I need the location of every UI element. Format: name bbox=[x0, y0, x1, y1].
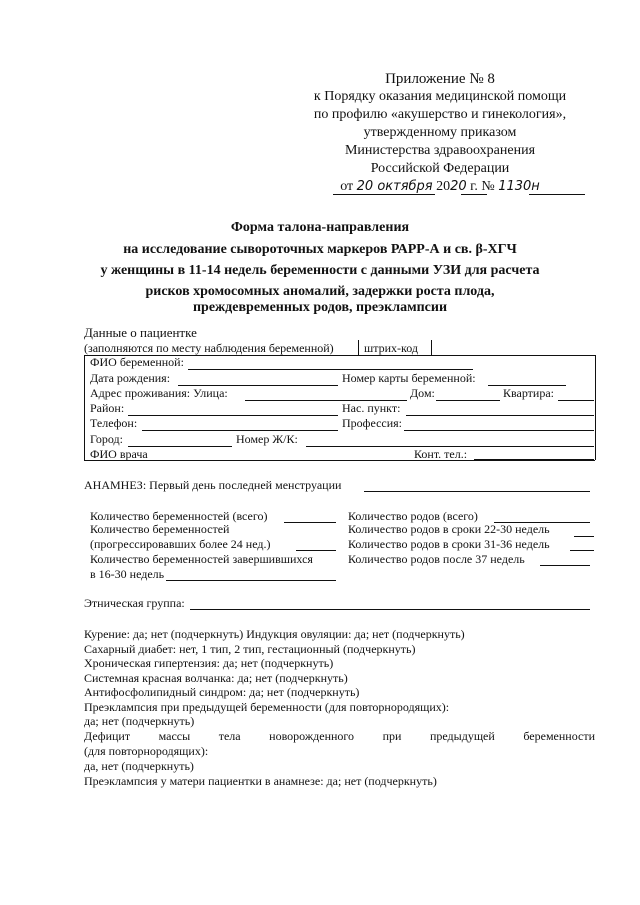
handwritten-date: 20 октября bbox=[356, 179, 433, 194]
form-title-5: преждевременных родов, преэклампсии bbox=[192, 300, 448, 315]
field-settlement-label: Нас. пункт: bbox=[342, 401, 401, 415]
preg-finished-label-1: Количество беременностей завершившихся bbox=[90, 552, 313, 566]
appendix-line-5: Российской Федерации bbox=[370, 161, 510, 176]
table-bottom-border bbox=[84, 460, 595, 461]
ethnic-line[interactable] bbox=[190, 609, 590, 610]
table-left-border bbox=[84, 355, 85, 460]
births-31-36-line[interactable] bbox=[570, 550, 594, 551]
appendix-title: Приложение № 8 bbox=[385, 71, 495, 87]
lupus-line: Системная красная волчанка: да; нет (подчеркнуть) bbox=[84, 671, 348, 685]
year-suffix: г. № bbox=[470, 179, 495, 194]
form-title-4: рисков хромосомных аномалий, задержки роста плода, bbox=[145, 284, 495, 299]
deficit-continuation: (для повторнородящих): bbox=[84, 744, 209, 758]
preg-finished-label-2: в 16-30 недель bbox=[90, 567, 165, 581]
deficit-word-5: при bbox=[382, 729, 402, 743]
patient-data-sublabel: (заполняются по месту наблюдения беременной) bbox=[84, 341, 334, 355]
field-profession-line[interactable] bbox=[404, 430, 594, 431]
year-prefix: 20 bbox=[436, 179, 451, 194]
smoking-line: Курение: да; нет (подчеркнуть) Индукция овуляции: да; нет (подчеркнуть) bbox=[84, 627, 465, 641]
appendix-line-2: по профилю «акушерство и гинекология», bbox=[313, 107, 567, 122]
year-underline bbox=[461, 194, 487, 195]
mother-preeclampsia-line: Преэклампсия у матери пациентки в анамнезе: да; нет (подчеркнуть) bbox=[84, 774, 437, 788]
deficit-word-7: беременности bbox=[523, 729, 595, 743]
field-card-label: Номер карты беременной: bbox=[342, 371, 476, 385]
date-prefix: от bbox=[340, 179, 354, 194]
field-phone-line[interactable] bbox=[142, 430, 338, 431]
field-city-label: Город: bbox=[90, 432, 123, 446]
births-22-30-line[interactable] bbox=[574, 536, 594, 537]
table-right-border bbox=[595, 355, 596, 460]
field-contact-line[interactable] bbox=[474, 459, 594, 460]
field-fio-line[interactable] bbox=[188, 369, 473, 370]
births-37-line[interactable] bbox=[540, 565, 590, 566]
preg-total-label: Количество беременностей (всего) bbox=[90, 509, 268, 523]
field-birth-label: Дата рождения: bbox=[90, 371, 171, 385]
field-apartment-label: Квартира: bbox=[503, 386, 555, 400]
field-profession-label: Профессия: bbox=[342, 416, 402, 430]
preg-progress-label-1: Количество беременностей bbox=[90, 522, 230, 536]
form-title-2: на исследование сывороточных маркеров РАРР-А и св. β-ХГЧ bbox=[123, 242, 517, 257]
handwritten-number: 1130н bbox=[498, 179, 540, 194]
ethnic-label: Этническая группа: bbox=[84, 596, 185, 610]
barcode-divider-left bbox=[358, 340, 359, 356]
preg-total-line[interactable] bbox=[284, 522, 336, 523]
appendix-line-4: Министерства здравоохранения bbox=[344, 143, 536, 158]
antiphospholipid-line: Антифосфолипидный синдром: да; нет (подчеркнуть) bbox=[84, 685, 360, 699]
field-address-label: Адрес проживания: Улица: bbox=[90, 386, 228, 400]
births-31-36-label: Количество родов в сроки 31-36 недель bbox=[348, 537, 550, 551]
date-underline bbox=[333, 194, 435, 195]
appendix-line-1: к Порядку оказания медицинской помощи bbox=[313, 89, 567, 104]
field-contact-label: Конт. тел.: bbox=[414, 447, 468, 461]
field-settlement-line[interactable] bbox=[406, 415, 594, 416]
births-total-label: Количество родов (всего) bbox=[348, 509, 478, 523]
barcode-divider-right bbox=[431, 340, 432, 356]
anamnesis-label: АНАМНЕЗ: Первый день последней менструации bbox=[84, 478, 342, 492]
form-title-1: Форма талона-направления bbox=[230, 220, 410, 235]
handwritten-year: 20 bbox=[450, 179, 467, 194]
diabetes-line: Сахарный диабет: нет, 1 тип, 2 тип, гестационный (подчеркнуть) bbox=[84, 642, 416, 656]
field-apartment-line[interactable] bbox=[558, 400, 594, 401]
field-clinic-label: Номер Ж/К: bbox=[236, 432, 298, 446]
form-title-3: у женщины в 11-14 недель беременности с данными УЗИ для расчета bbox=[100, 263, 540, 278]
patient-data-label: Данные о пациентке bbox=[84, 325, 197, 340]
preeclampsia-prev-answer: да; нет (подчеркнуть) bbox=[84, 714, 195, 728]
preg-progress-line[interactable] bbox=[296, 550, 336, 551]
deficit-word-2: массы bbox=[158, 729, 191, 743]
deficit-line bbox=[84, 729, 595, 744]
field-fio-label: ФИО беременной: bbox=[90, 355, 184, 369]
barcode-label: штрих-код bbox=[364, 341, 419, 355]
deficit-word-4: новорожденного bbox=[269, 729, 355, 743]
deficit-answer: да, нет (подчеркнуть) bbox=[84, 759, 194, 773]
preg-progress-label-2: (прогрессировавших более 24 нед.) bbox=[90, 537, 271, 551]
preg-finished-line[interactable] bbox=[166, 580, 336, 581]
number-underline bbox=[529, 194, 585, 195]
births-37-label: Количество родов после 37 недель bbox=[348, 552, 525, 566]
field-house-label: Дом: bbox=[410, 386, 435, 400]
deficit-word-1: Дефицит bbox=[84, 729, 131, 743]
anamnesis-line[interactable] bbox=[364, 491, 590, 492]
field-doctor-label: ФИО врача bbox=[90, 447, 148, 461]
field-district-line[interactable] bbox=[128, 415, 338, 416]
field-house-line[interactable] bbox=[436, 400, 500, 401]
field-phone-label: Телефон: bbox=[90, 416, 138, 430]
preeclampsia-prev-line: Преэклампсия при предыдущей беременности (для повторнородящих): bbox=[84, 700, 450, 714]
hypertension-line: Хроническая гипертензия: да; нет (подчеркнуть) bbox=[84, 656, 334, 670]
births-22-30-label: Количество родов в сроки 22-30 недель bbox=[348, 522, 550, 536]
deficit-word-3: тела bbox=[218, 729, 241, 743]
deficit-word-6: предыдущей bbox=[429, 729, 495, 743]
field-district-label: Район: bbox=[90, 401, 125, 415]
appendix-line-3: утвержденному приказом bbox=[363, 125, 517, 140]
